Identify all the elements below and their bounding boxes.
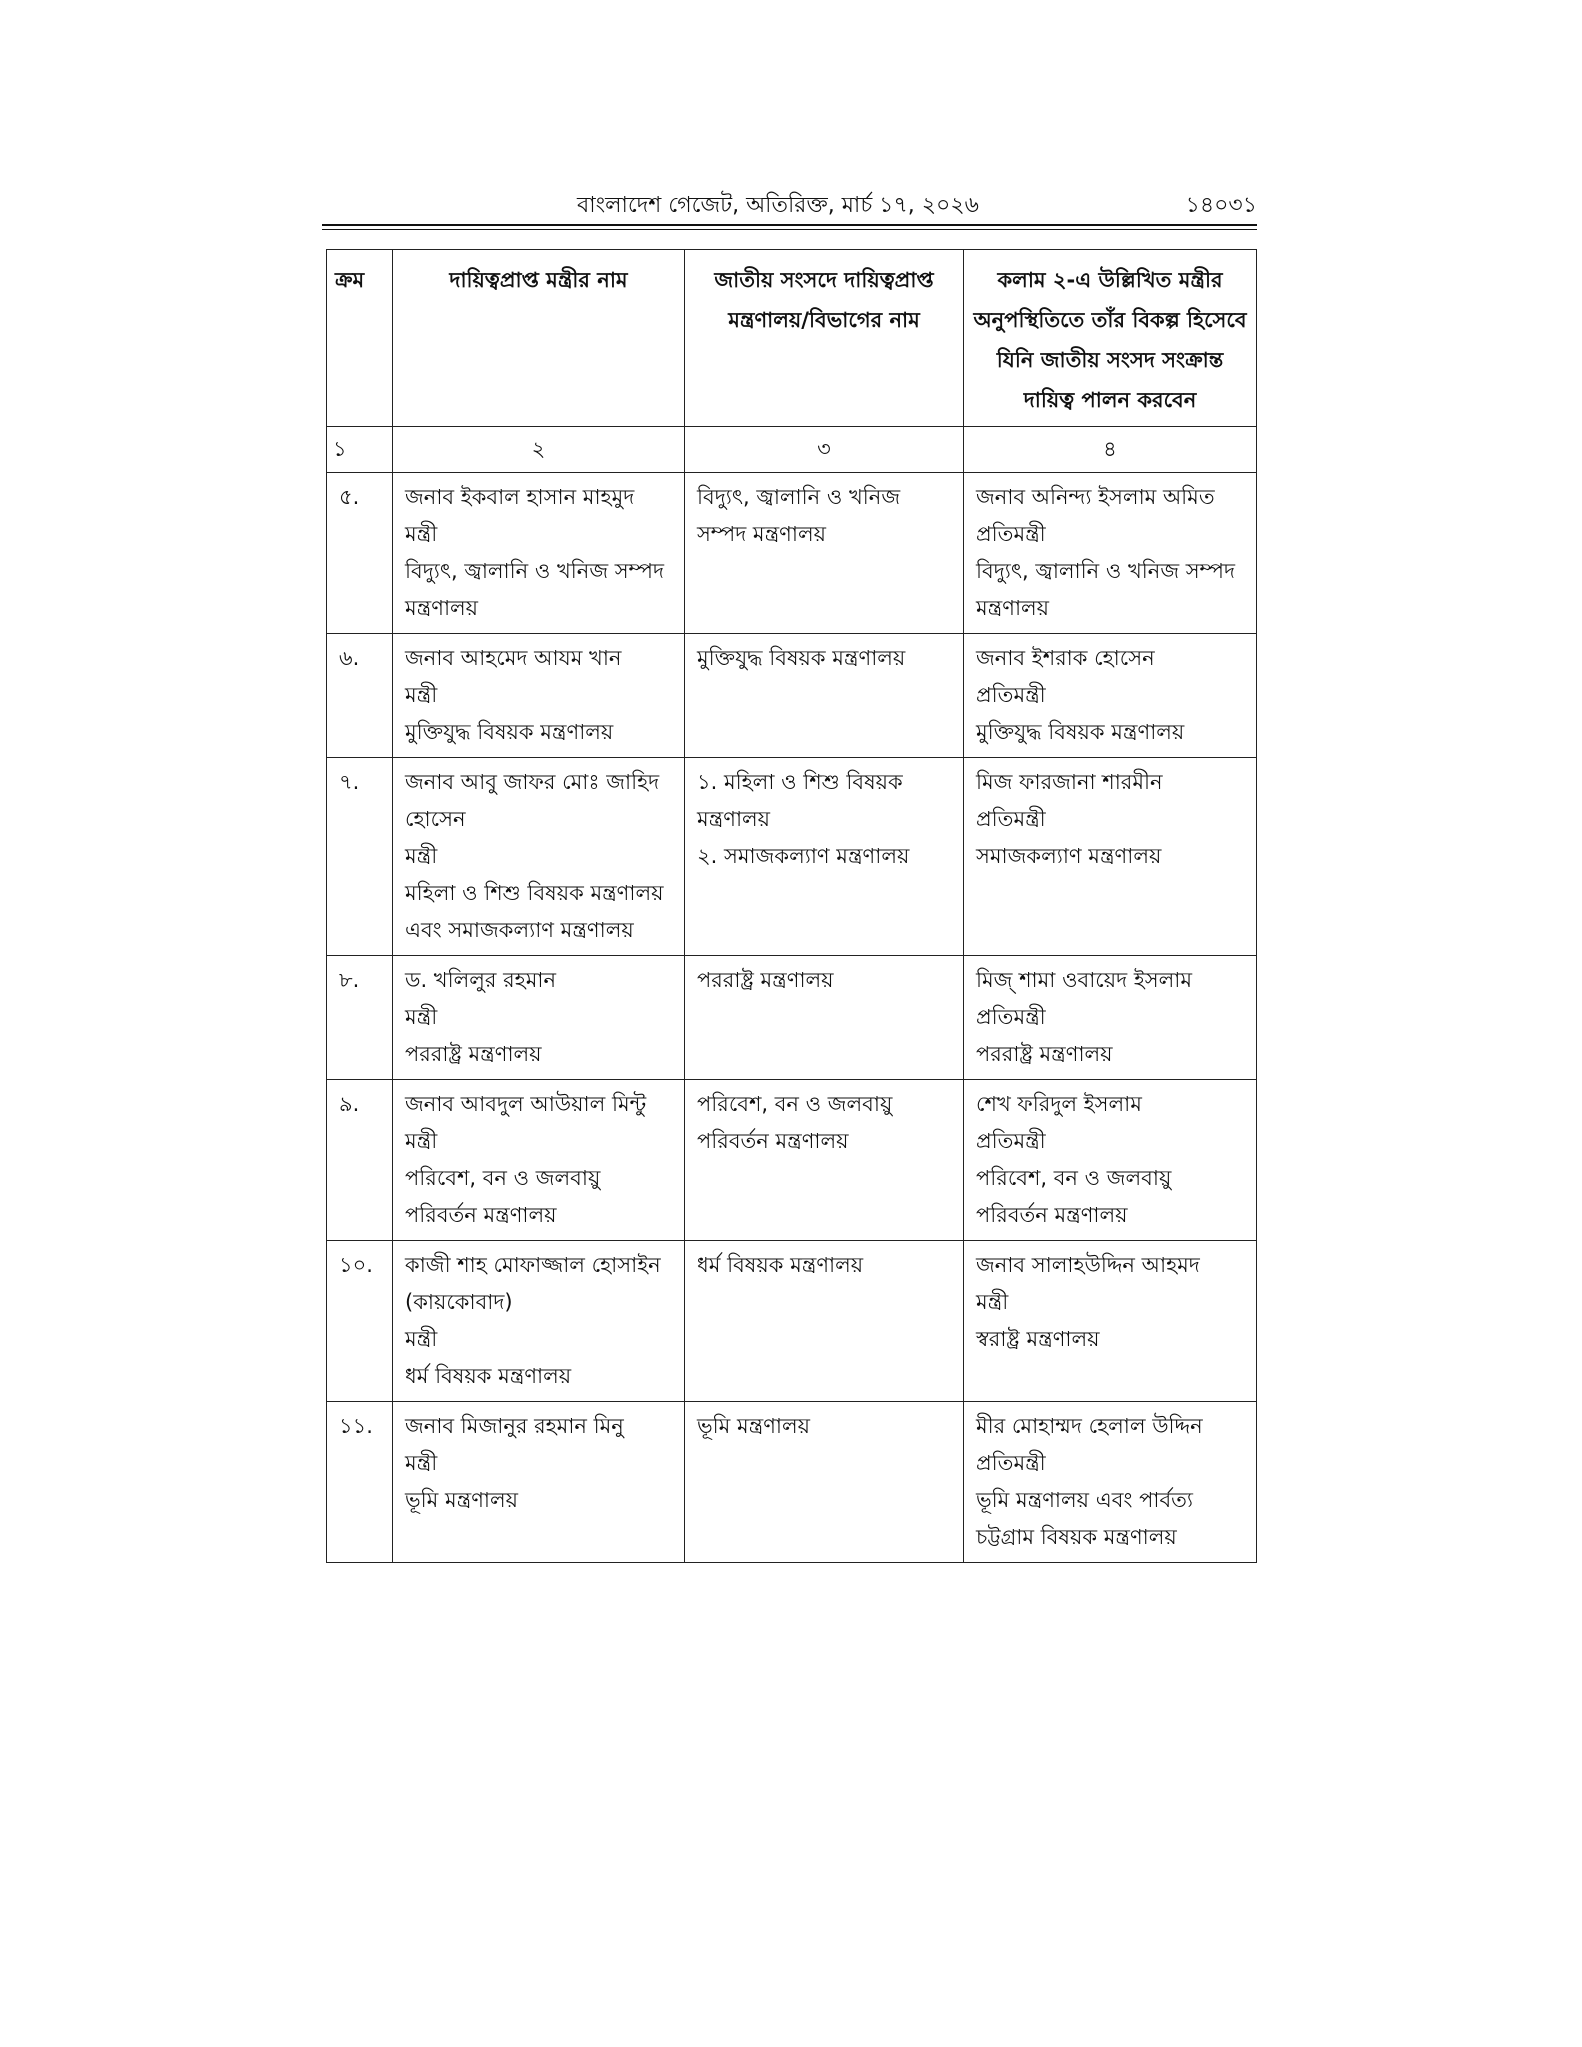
serial-number: ৮.: [339, 968, 360, 992]
minister-cell: [393, 473, 685, 634]
header-divider-thin: [322, 229, 1257, 230]
ministry-name: পরিবেশ, বন ও জলবায়ু পরিবর্তন মন্ত্রণালয়: [697, 1092, 893, 1153]
alternate-cell: [964, 1241, 1257, 1402]
alternate-name: মীর মোহাম্মদ হেলাল উদ্দিন: [976, 1414, 1203, 1438]
minister-title: মন্ত্রী: [405, 1129, 438, 1153]
header-serial: ক্রম: [327, 250, 393, 427]
serial-cell: [327, 473, 393, 634]
table-header-row: [327, 250, 1257, 427]
alternate-title: প্রতিমন্ত্রী: [976, 1451, 1046, 1475]
alternate-ministry: স্বরাষ্ট্র মন্ত্রণালয়: [976, 1327, 1100, 1351]
table-row: [327, 1402, 1257, 1563]
ministry-name: পররাষ্ট্র মন্ত্রণালয়: [697, 968, 834, 992]
column-number: ১: [327, 427, 393, 473]
minister-cell: [393, 1080, 685, 1241]
table-row: [327, 1080, 1257, 1241]
alternate-ministry: বিদ্যুৎ, জ্বালানি ও খনিজ সম্পদ মন্ত্রণালয়: [976, 559, 1236, 620]
minister-title: মন্ত্রী: [405, 844, 438, 868]
header-divider: [322, 224, 1257, 226]
ministry-name: ১. মহিলা ও শিশু বিষয়ক মন্ত্রণালয়: [697, 770, 903, 831]
alternate-name: শেখ ফরিদুল ইসলাম: [976, 1092, 1142, 1116]
alternate-name: মিজ্ শামা ওবায়েদ ইসলাম: [976, 968, 1193, 992]
ministry-cell: [685, 956, 964, 1080]
ministry-cell: [685, 473, 964, 634]
alternate-name: মিজ ফারজানা শারমীন: [976, 770, 1163, 794]
table-row: [327, 1241, 1257, 1402]
serial-number: ৬.: [339, 646, 360, 670]
minister-cell: [393, 634, 685, 758]
alternate-name: জনাব ইশরাক হোসেন: [976, 646, 1155, 670]
ministry-name: বিদ্যুৎ, জ্বালানি ও খনিজ সম্পদ মন্ত্রণালয়: [697, 485, 901, 546]
minister-cell: [393, 1402, 685, 1563]
column-number: ৩: [685, 427, 964, 473]
serial-number: ৫.: [339, 485, 360, 509]
header-alternate: কলাম ২-এ উল্লিখিত মন্ত্রীর অনুপস্থিতিতে তাঁর বিকল্প হিসেবে যিনি জাতীয় সংসদ সংক্রান্ত দায়িত্ব পালন করবেন: [964, 250, 1257, 427]
minister-name: জনাব আবদুল আউয়াল মিন্টু: [405, 1092, 647, 1116]
alternate-ministry: ভূমি মন্ত্রণালয় এবং পার্বত্য চট্টগ্রাম বিষয়ক মন্ত্রণালয়: [976, 1488, 1193, 1549]
ministers-table: [326, 249, 1257, 1563]
minister-ministry: পরিবেশ, বন ও জলবায়ু পরিবর্তন মন্ত্রণালয়: [405, 1166, 601, 1227]
table-row: [327, 758, 1257, 956]
alternate-ministry: পরিবেশ, বন ও জলবায়ু পরিবর্তন মন্ত্রণালয়: [976, 1166, 1172, 1227]
minister-title: মন্ত্রী: [405, 522, 438, 546]
ministry-cell: [685, 1241, 964, 1402]
minister-title: মন্ত্রী: [405, 1327, 438, 1351]
alternate-name: জনাব সালাহউদ্দিন আহমদ: [976, 1253, 1200, 1277]
page-header: [322, 186, 1257, 224]
minister-title: মন্ত্রী: [405, 1005, 438, 1029]
alternate-cell: [964, 758, 1257, 956]
minister-name: জনাব আবু জাফর মোঃ জাহিদ হোসেন: [405, 770, 660, 831]
alternate-title: প্রতিমন্ত্রী: [976, 1129, 1046, 1153]
gazette-title: বাংলাদেশ গেজেট, অতিরিক্ত, মার্চ ১৭, ২০২৬: [577, 193, 979, 218]
ministry-cell: [685, 1402, 964, 1563]
ministry-name: ভূমি মন্ত্রণালয়: [697, 1414, 811, 1438]
ministry-name: মুক্তিযুদ্ধ বিষয়ক মন্ত্রণালয়: [697, 646, 906, 670]
minister-ministry: ধর্ম বিষয়ক মন্ত্রণালয়: [405, 1364, 572, 1388]
header-ministry: জাতীয় সংসদে দায়িত্বপ্রাপ্ত মন্ত্রণালয়/বিভাগের নাম: [685, 250, 964, 427]
ministry-cell: [685, 758, 964, 956]
page-number: ১৪০৩১: [1185, 193, 1257, 218]
serial-cell: [327, 1402, 393, 1563]
ministry-name: ২. সমাজকল্যাণ মন্ত্রণালয়: [697, 844, 910, 868]
serial-number: ৭.: [339, 770, 360, 794]
table-row: [327, 473, 1257, 634]
minister-name: জনাব আহমেদ আযম খান: [405, 646, 622, 670]
minister-ministry: ভূমি মন্ত্রণালয়: [405, 1488, 519, 1512]
column-number: ২: [393, 427, 685, 473]
table-row: [327, 634, 1257, 758]
alternate-cell: [964, 1402, 1257, 1563]
alternate-ministry: পররাষ্ট্র মন্ত্রণালয়: [976, 1042, 1113, 1066]
minister-name: কাজী শাহ মোফাজ্জাল হোসাইন (কায়কোবাদ): [405, 1253, 661, 1314]
serial-cell: [327, 956, 393, 1080]
alternate-title: প্রতিমন্ত্রী: [976, 1005, 1046, 1029]
minister-name: জনাব ইকবাল হাসান মাহমুদ: [405, 485, 635, 509]
serial-number: ৯.: [339, 1092, 360, 1116]
alternate-title: প্রতিমন্ত্রী: [976, 807, 1046, 831]
ministry-cell: [685, 1080, 964, 1241]
minister-ministry: মহিলা ও শিশু বিষয়ক মন্ত্রণালয় এবং সমাজকল্যাণ মন্ত্রণালয়: [405, 881, 664, 942]
minister-name: ড. খলিলুর রহমান: [405, 968, 556, 992]
alternate-ministry: সমাজকল্যাণ মন্ত্রণালয়: [976, 844, 1162, 868]
column-number-row: [327, 427, 1257, 473]
alternate-name: জনাব অনিন্দ্য ইসলাম অমিত: [976, 485, 1215, 509]
minister-name: জনাব মিজানুর রহমান মিনু: [405, 1414, 624, 1438]
alternate-cell: [964, 634, 1257, 758]
serial-number: ১০.: [339, 1253, 373, 1277]
minister-title: মন্ত্রী: [405, 683, 438, 707]
alternate-title: প্রতিমন্ত্রী: [976, 683, 1046, 707]
minister-cell: [393, 956, 685, 1080]
minister-ministry: মুক্তিযুদ্ধ বিষয়ক মন্ত্রণালয়: [405, 720, 614, 744]
alternate-ministry: মুক্তিযুদ্ধ বিষয়ক মন্ত্রণালয়: [976, 720, 1185, 744]
serial-cell: [327, 1241, 393, 1402]
serial-cell: [327, 758, 393, 956]
alternate-cell: [964, 956, 1257, 1080]
alternate-cell: [964, 473, 1257, 634]
ministry-cell: [685, 634, 964, 758]
alternate-title: মন্ত্রী: [976, 1290, 1009, 1314]
alternate-title: প্রতিমন্ত্রী: [976, 522, 1046, 546]
minister-title: মন্ত্রী: [405, 1451, 438, 1475]
header-minister: দায়িত্বপ্রাপ্ত মন্ত্রীর নাম: [393, 250, 685, 427]
serial-cell: [327, 634, 393, 758]
table-row: [327, 956, 1257, 1080]
serial-number: ১১.: [339, 1414, 373, 1438]
minister-ministry: বিদ্যুৎ, জ্বালানি ও খনিজ সম্পদ মন্ত্রণালয়: [405, 559, 665, 620]
column-number: ৪: [964, 427, 1257, 473]
minister-ministry: পররাষ্ট্র মন্ত্রণালয়: [405, 1042, 542, 1066]
serial-cell: [327, 1080, 393, 1241]
minister-cell: [393, 758, 685, 956]
minister-cell: [393, 1241, 685, 1402]
ministry-name: ধর্ম বিষয়ক মন্ত্রণালয়: [697, 1253, 864, 1277]
alternate-cell: [964, 1080, 1257, 1241]
